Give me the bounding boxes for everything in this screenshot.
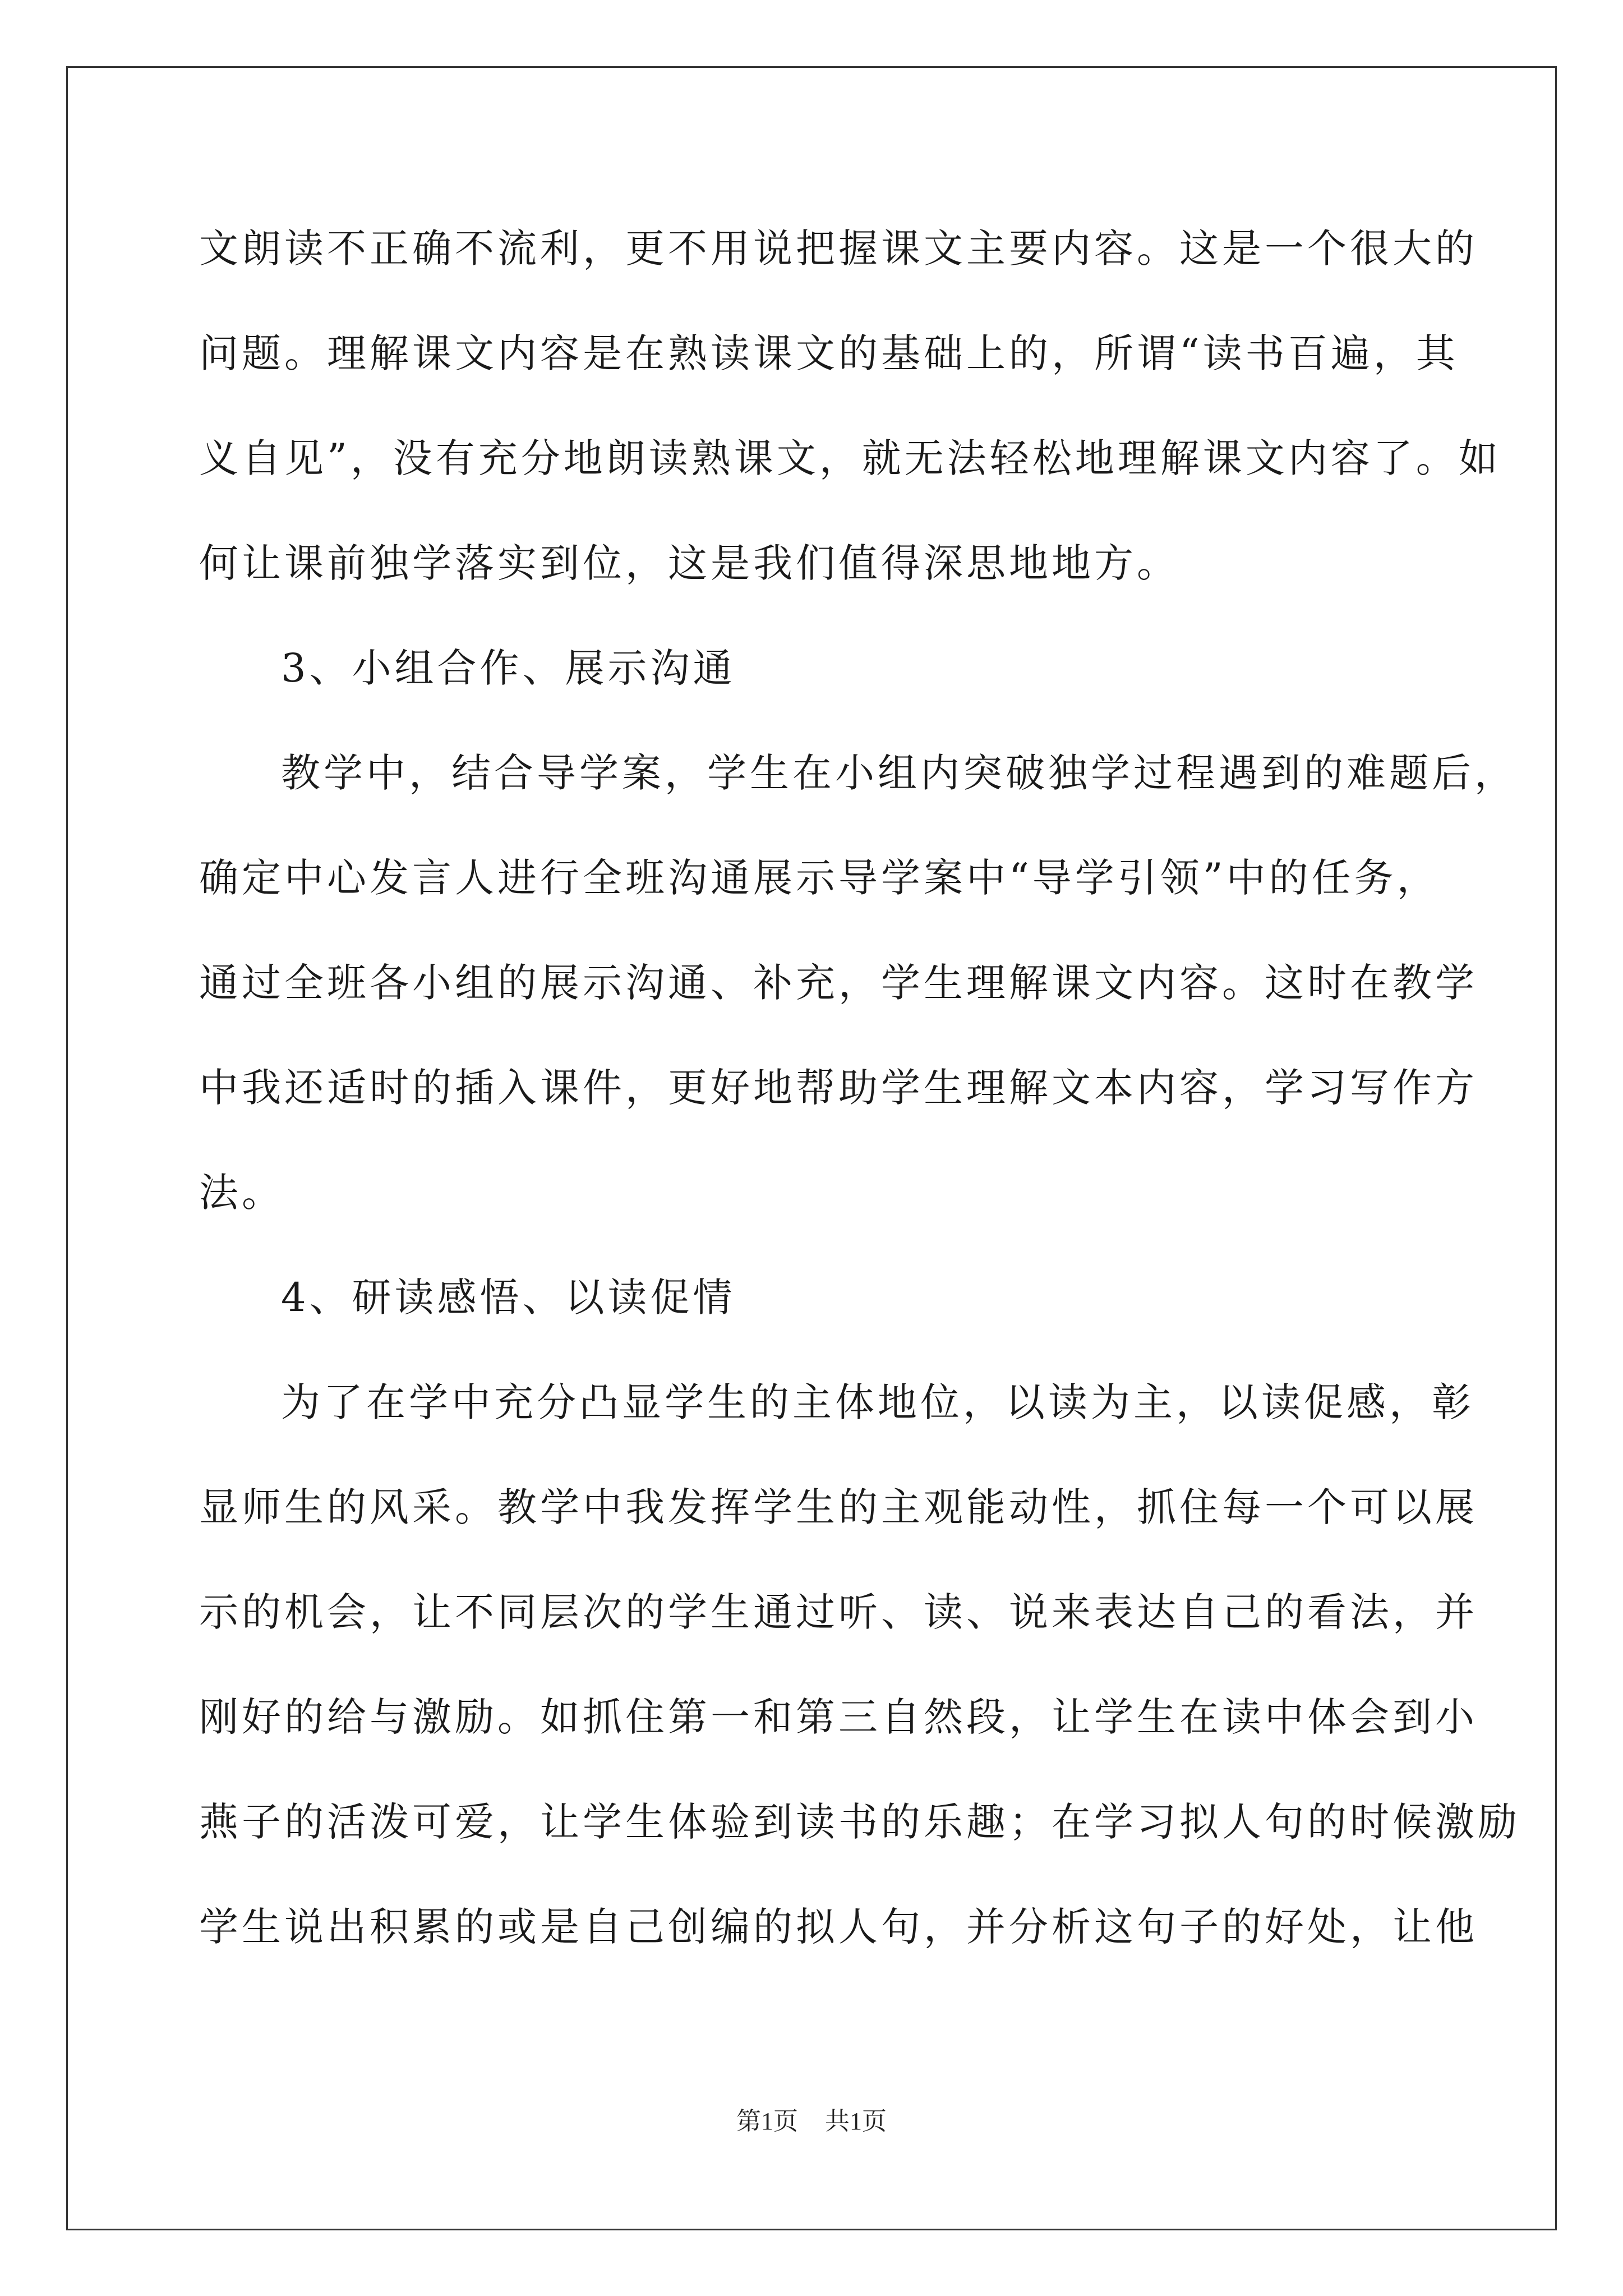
text-line: 中我还适时的插入课件，更好地帮助学生理解文本内容，学习写作方 [199, 1065, 1478, 1111]
text-line: 教学中，结合导学案，学生在小组内突破独学过程遇到的难题后， [281, 750, 1517, 796]
page-footer [0, 2105, 1623, 2138]
text-line: 显师生的风采。教学中我发挥学生的主观能动性，抓住每一个可以展 [199, 1484, 1478, 1530]
text-line: 法。 [199, 1170, 284, 1216]
text-line: 确定中心发言人进行全班沟通展示导学案中“导学引领”中的任务， [199, 855, 1440, 901]
text-line: 为了在学中充分凸显学生的主体地位，以读为主，以读促感，彰 [281, 1379, 1474, 1425]
section-heading: 3、小组合作、展示沟通 [281, 645, 736, 691]
page-total: 共1页 [825, 2108, 887, 2135]
text-line: 通过全班各小组的展示沟通、补充，学生理解课文内容。这时在教学 [199, 960, 1478, 1006]
section-heading: 4、研读感悟、以读促情 [281, 1274, 736, 1320]
text-line: 学生说出积累的或是自己创编的拟人句，并分析这句子的好处，让他 [199, 1904, 1478, 1950]
text-line: 文朗读不正确不流利，更不用说把握课文主要内容。这是一个很大的 [199, 226, 1478, 272]
text-line: 示的机会，让不同层次的学生通过听、读、说来表达自己的看法，并 [199, 1589, 1478, 1635]
page-number: 第1页 [736, 2108, 798, 2135]
document-body [199, 212, 1520, 1995]
text-line: 刚好的给与激励。如抓住第一和第三自然段，让学生在读中体会到小 [199, 1694, 1478, 1740]
text-line: 问题。理解课文内容是在熟读课文的基础上的，所谓“读书百遍，其 [199, 330, 1459, 376]
text-line: 何让课前独学落实到位，这是我们值得深思地地方。 [199, 540, 1179, 586]
text-line: 义自见”，没有充分地朗读熟课文，就无法轻松地理解课文内容了。如 [199, 435, 1501, 481]
text-line: 燕子的活泼可爱，让学生体验到读书的乐趣；在学习拟人句的时候激励 [199, 1799, 1520, 1845]
